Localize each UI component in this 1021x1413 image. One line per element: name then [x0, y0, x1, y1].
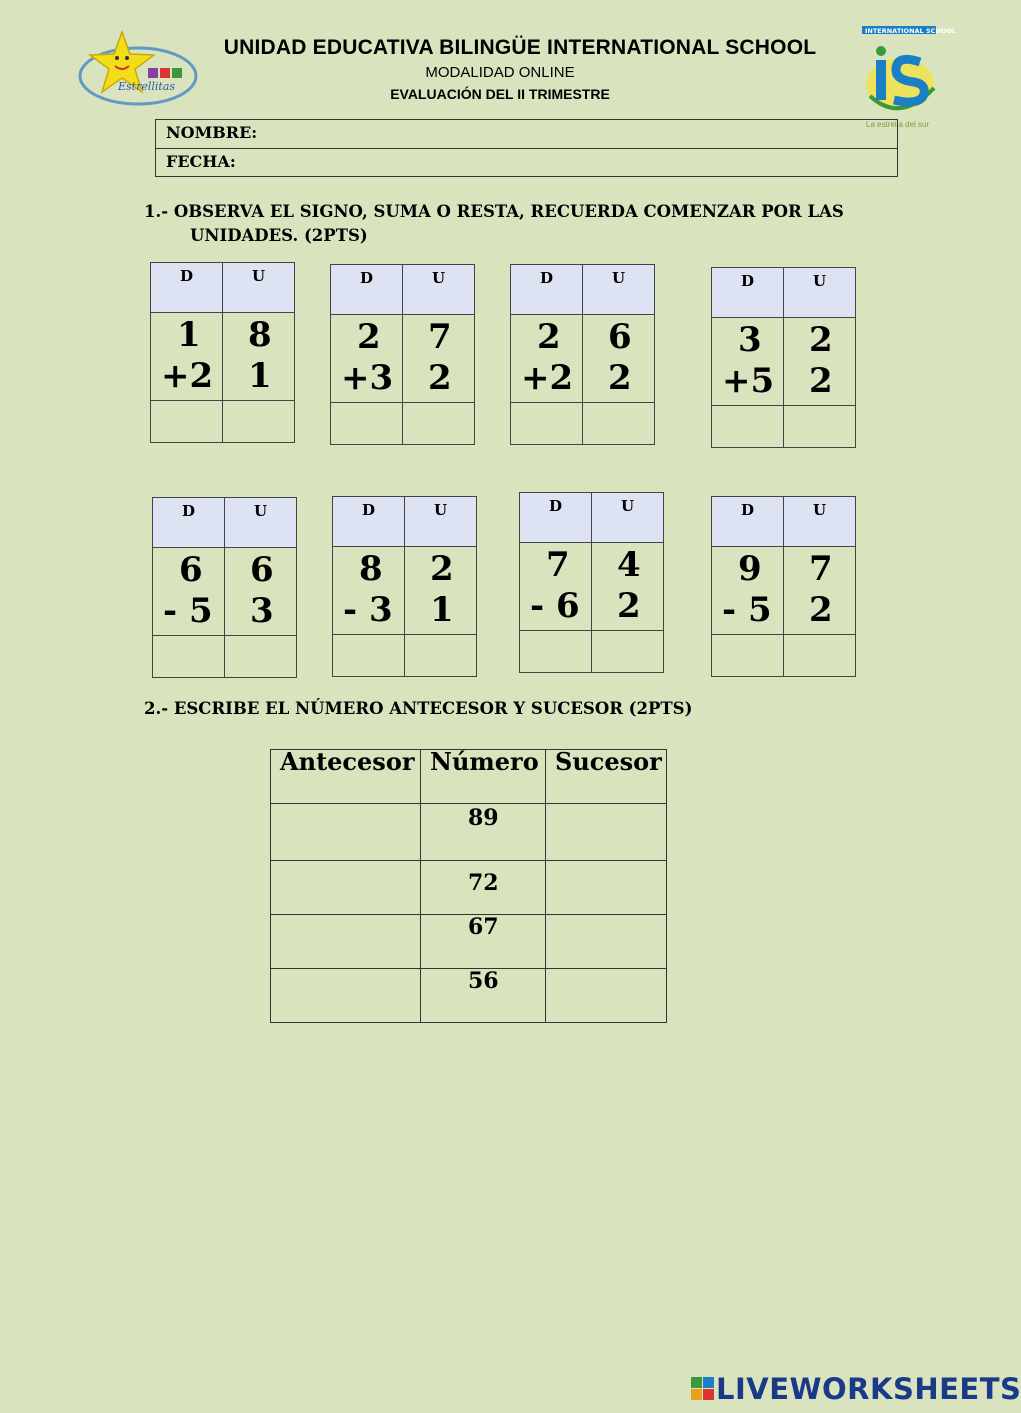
header-d: D — [151, 263, 223, 313]
units-answer-cell[interactable] — [592, 630, 663, 672]
tens-cell — [511, 315, 583, 402]
table-row — [271, 861, 667, 915]
number-cell: 67 — [421, 915, 546, 969]
units-answer-cell[interactable] — [583, 402, 654, 444]
header-u: U — [784, 497, 855, 547]
units-answer-cell[interactable] — [403, 402, 474, 444]
tens-top-digit: 7 — [546, 545, 570, 585]
units-cell — [784, 547, 855, 634]
header-d: D — [333, 497, 405, 547]
units-answer-cell[interactable] — [225, 635, 296, 677]
header-u: U — [223, 263, 294, 313]
antecesor-answer-cell[interactable] — [271, 804, 421, 861]
header-d: D — [331, 265, 403, 315]
du-problem-box — [332, 496, 477, 677]
units-cell — [225, 548, 296, 635]
student-info-box — [155, 119, 898, 177]
header-u: U — [784, 268, 855, 318]
footer-brand-text: LIVEWORKSHEETS — [716, 1372, 1021, 1406]
tens-answer-cell[interactable] — [712, 634, 784, 676]
units-top-digit: 6 — [608, 317, 632, 357]
units-cell — [223, 313, 294, 400]
units-bottom-digit: 2 — [809, 361, 833, 401]
du-problem-box — [711, 496, 856, 677]
units-cell — [583, 315, 654, 402]
question-1-title-line1: 1.- OBSERVA EL SIGNO, SUMA O RESTA, RECUERDA COMENZAR POR LAS — [144, 202, 844, 221]
question-1-title-line2: UNIDADES. (2PTS) — [190, 226, 368, 245]
tens-top-digit: 9 — [738, 549, 762, 589]
units-cell — [405, 547, 476, 634]
date-row[interactable] — [156, 148, 897, 176]
tens-cell — [333, 547, 405, 634]
du-problem-box — [330, 264, 475, 445]
tens-cell — [712, 547, 784, 634]
number-cell: 72 — [421, 861, 546, 915]
units-top-digit: 2 — [809, 320, 833, 360]
name-label: NOMBRE: — [166, 123, 258, 142]
tens-cell — [331, 315, 403, 402]
units-bottom-digit: 2 — [428, 358, 452, 398]
units-answer-cell[interactable] — [405, 634, 476, 676]
du-problem-box — [150, 262, 295, 443]
table-row — [271, 969, 667, 1023]
du-problem-box — [510, 264, 655, 445]
col-header-antecesor: Antecesor — [271, 750, 421, 804]
units-answer-cell[interactable] — [784, 405, 855, 447]
header-u: U — [583, 265, 654, 315]
liveworksheets-logo-icon — [690, 1376, 716, 1402]
tens-top-digit: 2 — [537, 317, 561, 357]
table-row — [271, 915, 667, 969]
units-cell — [592, 543, 663, 630]
svg-text:Estrellitas: Estrellitas — [118, 80, 176, 93]
tens-cell — [151, 313, 223, 400]
header-d: D — [712, 268, 784, 318]
units-bottom-digit: 2 — [809, 590, 833, 630]
table-row — [271, 804, 667, 861]
units-top-digit: 7 — [428, 317, 452, 357]
tens-cell — [712, 318, 784, 405]
sucesor-answer-cell[interactable] — [546, 915, 667, 969]
header-u: U — [592, 493, 663, 543]
name-row[interactable] — [156, 120, 897, 148]
antecesor-answer-cell[interactable] — [271, 915, 421, 969]
units-top-digit: 4 — [617, 545, 641, 585]
tens-bottom-digit: - 3 — [343, 590, 393, 630]
units-bottom-digit: 3 — [250, 591, 274, 631]
header-u: U — [403, 265, 474, 315]
tens-bottom-digit: - 6 — [530, 586, 580, 626]
sucesor-answer-cell[interactable] — [546, 969, 667, 1023]
tens-top-digit: 2 — [357, 317, 381, 357]
units-top-digit: 8 — [248, 315, 272, 355]
tens-answer-cell[interactable] — [511, 402, 583, 444]
header-d: D — [520, 493, 592, 543]
tens-bottom-digit: +2 — [161, 356, 214, 396]
question-2-title: 2.- ESCRIBE EL NÚMERO ANTECESOR Y SUCESOR (2PTS) — [144, 699, 693, 718]
header-d: D — [712, 497, 784, 547]
units-bottom-digit: 1 — [430, 590, 454, 630]
school-name: UNIDAD EDUCATIVA BILINGÜE INTERNATIONAL SCHOOL — [223, 36, 817, 59]
col-header-sucesor: Sucesor — [546, 750, 667, 804]
units-bottom-digit: 1 — [248, 356, 272, 396]
tens-answer-cell[interactable] — [153, 635, 225, 677]
tens-answer-cell[interactable] — [712, 405, 784, 447]
sucesor-answer-cell[interactable] — [546, 861, 667, 915]
units-bottom-digit: 2 — [617, 586, 641, 626]
tens-bottom-digit: - 5 — [722, 590, 772, 630]
tens-answer-cell[interactable] — [520, 630, 592, 672]
evaluation-title: EVALUACIÓN DEL II TRIMESTRE — [390, 86, 610, 102]
units-answer-cell[interactable] — [784, 634, 855, 676]
du-problem-box — [711, 267, 856, 448]
tens-top-digit: 1 — [177, 315, 201, 355]
units-top-digit: 2 — [430, 549, 454, 589]
tens-bottom-digit: - 5 — [163, 591, 213, 631]
units-bottom-digit: 2 — [608, 358, 632, 398]
tens-top-digit: 8 — [359, 549, 383, 589]
col-header-numero: Número — [421, 750, 546, 804]
tens-bottom-digit: +5 — [722, 361, 775, 401]
header-u: U — [225, 498, 296, 548]
logo-tagline: La estrella del sur — [866, 120, 930, 129]
header-d: D — [153, 498, 225, 548]
header-u: U — [405, 497, 476, 547]
du-problem-box — [152, 497, 297, 678]
header-d: D — [511, 265, 583, 315]
tens-cell — [520, 543, 592, 630]
tens-answer-cell[interactable] — [333, 634, 405, 676]
tens-answer-cell[interactable] — [331, 402, 403, 444]
tens-top-digit: 3 — [738, 320, 762, 360]
table-header-row — [271, 750, 667, 804]
units-answer-cell[interactable] — [223, 400, 294, 442]
tens-top-digit: 6 — [179, 550, 203, 590]
svg-text:INTERNATIONAL SCHOOL: INTERNATIONAL SCHOOL — [865, 27, 957, 35]
tens-bottom-digit: +3 — [341, 358, 394, 398]
units-cell — [403, 315, 474, 402]
modality-label: MODALIDAD ONLINE — [425, 64, 575, 81]
tens-cell — [153, 548, 225, 635]
units-top-digit: 6 — [250, 550, 274, 590]
tens-answer-cell[interactable] — [151, 400, 223, 442]
du-problem-box — [519, 492, 664, 673]
antecesor-answer-cell[interactable] — [271, 861, 421, 915]
question-1-title — [144, 200, 844, 248]
number-cell: 89 — [421, 804, 546, 861]
international-school-logo — [862, 26, 957, 130]
antecesor-answer-cell[interactable] — [271, 969, 421, 1023]
number-cell: 56 — [421, 969, 546, 1023]
date-label: FECHA: — [166, 152, 236, 171]
footer-brand — [690, 1372, 1021, 1406]
sucesor-answer-cell[interactable] — [546, 804, 667, 861]
tens-bottom-digit: +2 — [521, 358, 574, 398]
predecessor-successor-table — [270, 749, 667, 1023]
units-top-digit: 7 — [809, 549, 833, 589]
units-cell — [784, 318, 855, 405]
